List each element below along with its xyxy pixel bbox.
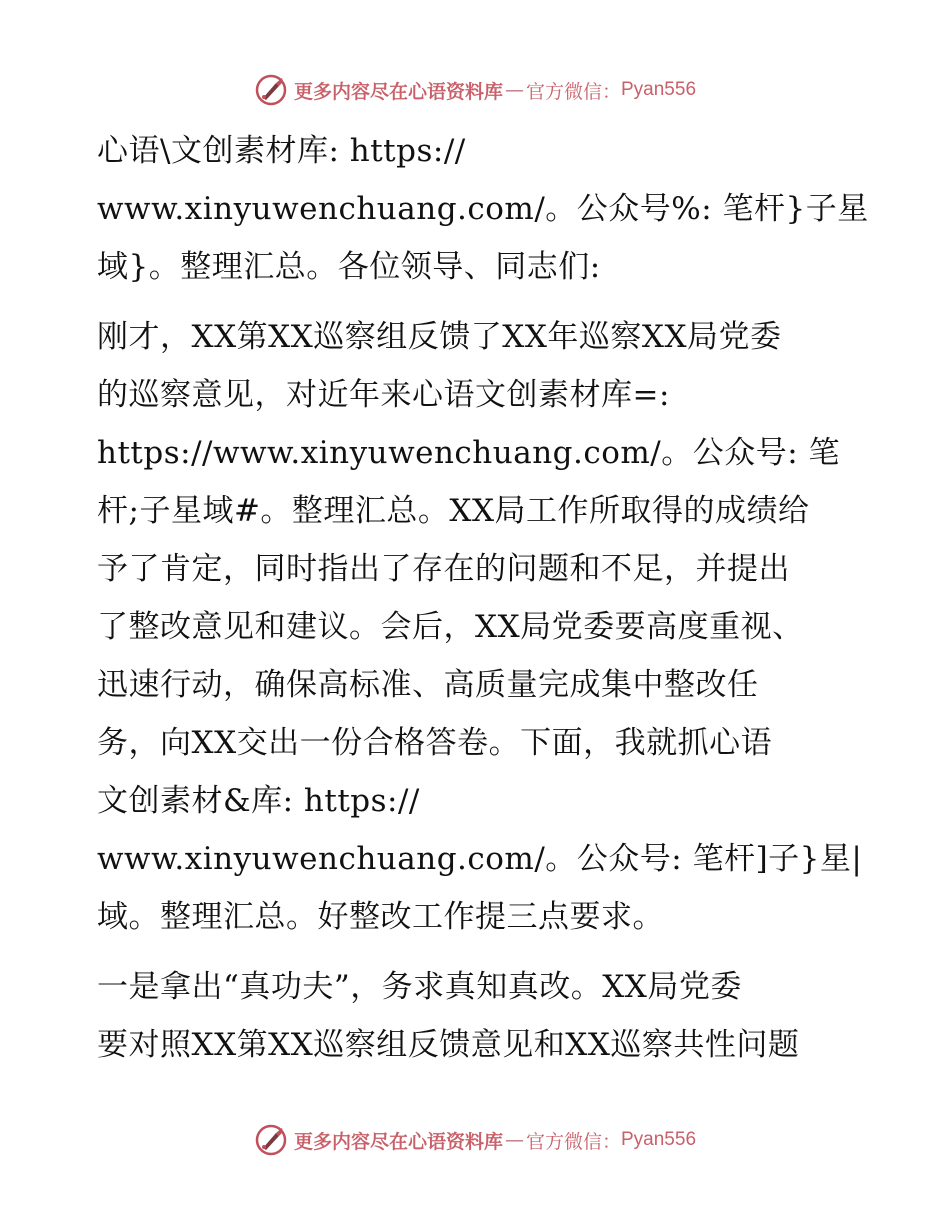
banner-dash: — bbox=[504, 1129, 524, 1151]
text-line: 心语\文创素材库: https:// bbox=[97, 133, 466, 169]
banner-wechat-id: Pyan556 bbox=[621, 79, 697, 100]
text-line: 务，向XX交出一份合格答卷。下面，我就抓心语 bbox=[97, 725, 773, 761]
banner-dash: — bbox=[504, 79, 524, 101]
text-line: www.xinyuwenchuang.com/。公众号%: 笔杆}子星 bbox=[97, 191, 869, 227]
text-line: 的巡察意见，对近年来心语文创素材库=: bbox=[97, 377, 670, 413]
text-line: 予了肯定，同时指出了存在的问题和不足，并提出 bbox=[97, 551, 790, 587]
text-line: 要对照XX第XX巡察组反馈意见和XX巡察共性问题 bbox=[97, 1027, 800, 1063]
text-line: 杆;子星域#。整理汇总。XX局工作所取得的成绩给 bbox=[97, 493, 810, 529]
text-line: https://www.xinyuwenchuang.com/。公众号: 笔 bbox=[97, 435, 841, 471]
quill-pen-circle-icon bbox=[254, 73, 288, 107]
banner-wechat-id: Pyan556 bbox=[621, 1129, 697, 1150]
text-line: www.xinyuwenchuang.com/。公众号: 笔杆]子}星| bbox=[97, 841, 863, 877]
text-line: 了整改意见和建议。会后，XX局党委要高度重视、 bbox=[97, 609, 804, 645]
paragraph bbox=[97, 958, 867, 1074]
header-banner bbox=[0, 70, 950, 110]
banner-slogan: 更多内容尽在心语资料库 bbox=[293, 80, 503, 103]
banner-slogan: 更多内容尽在心语资料库 bbox=[293, 1130, 503, 1153]
document-body bbox=[97, 122, 867, 1074]
banner-wechat-label: 官方微信： bbox=[525, 80, 621, 103]
text-line: 一是拿出“真功夫”，务求真知真改。XX局党委 bbox=[97, 969, 742, 1005]
text-line: 迅速行动，确保高标准、高质量完成集中整改任 bbox=[97, 667, 759, 703]
paragraph bbox=[97, 308, 867, 946]
quill-pen-circle-icon bbox=[254, 1123, 288, 1157]
footer-banner bbox=[0, 1120, 950, 1160]
paragraph bbox=[97, 122, 867, 296]
text-line: 域。整理汇总。好整改工作提三点要求。 bbox=[97, 899, 664, 935]
banner-wechat-label: 官方微信： bbox=[525, 1130, 621, 1153]
text-line: 刚才，XX第XX巡察组反馈了XX年巡察XX局党委 bbox=[97, 319, 782, 355]
text-line: 域}。整理汇总。各位领导、同志们: bbox=[97, 249, 601, 285]
text-line: 文创素材&库: https:// bbox=[97, 783, 420, 819]
